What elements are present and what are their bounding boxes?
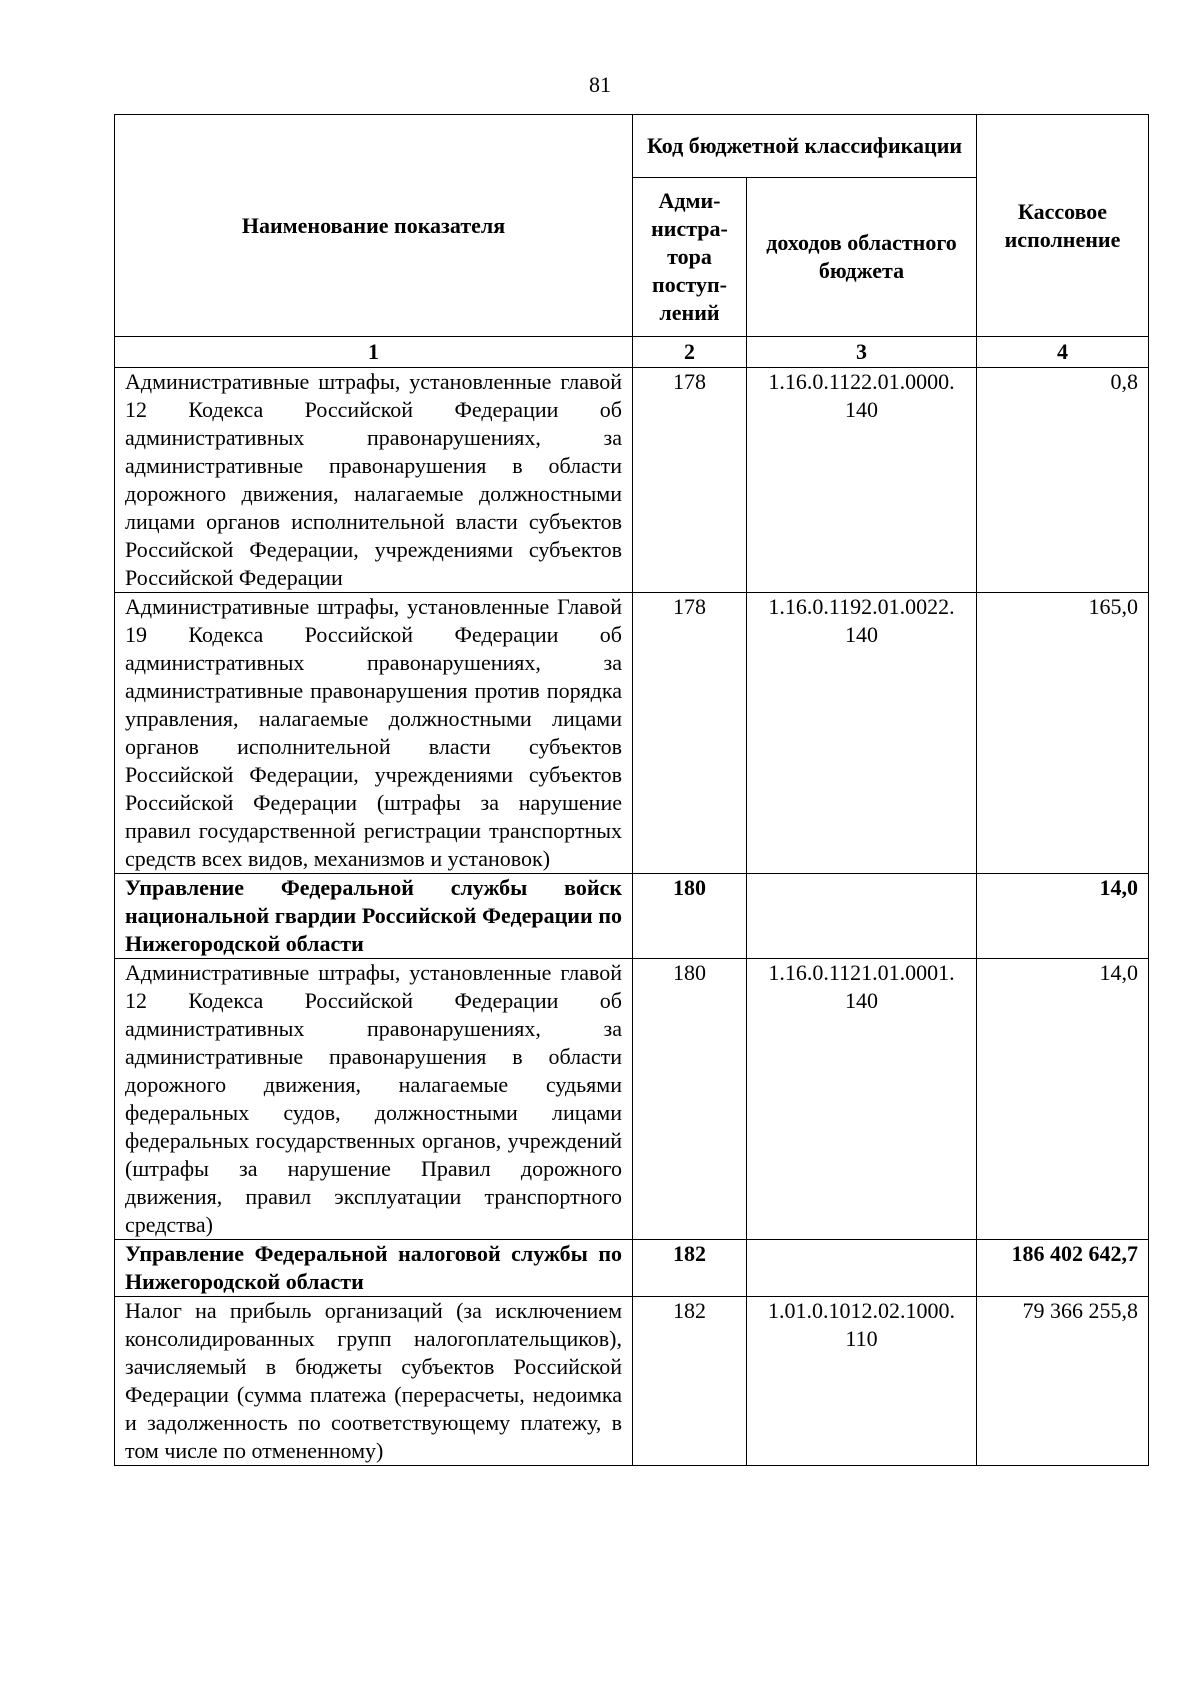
header-indicator-name: Наименование показателя: [115, 115, 633, 337]
table-row: [115, 368, 1149, 593]
row-income-code: 1.16.0.1122.01.0000. 140: [747, 368, 977, 593]
row-cash-execution: 14,0: [977, 874, 1149, 959]
row-name: Управление Федеральной налоговой службы по Нижегородской области: [115, 1240, 633, 1297]
table-row-section: [115, 1240, 1149, 1297]
header-income-code: доходов областного бюджета: [747, 178, 977, 337]
row-name: Административные штрафы, установленные Главой 19 Кодекса Российской Федерации об административных правонарушениях, за административные правонарушения против порядка управления, налагаемые должностными лицами органов исполнительной власти субъектов Российской Федерации, учреждениями субъектов Российской Федерации (штрафы за нарушение правил государственной регистрации транспортных средств всех видов, механизмов и установок): [115, 593, 633, 874]
column-number-2: 2: [633, 337, 747, 368]
row-cash-execution: 165,0: [977, 593, 1149, 874]
row-income-code: 1.16.0.1192.01.0022. 140: [747, 593, 977, 874]
row-cash-execution: 0,8: [977, 368, 1149, 593]
row-name: Управление Федеральной службы войск национальной гвардии Российской Федерации по Нижегородской области: [115, 874, 633, 959]
table-row-section: [115, 874, 1149, 959]
row-admin-code: 178: [633, 368, 747, 593]
row-name: Административные штрафы, установленные главой 12 Кодекса Российской Федерации об административных правонарушениях, за административные правонарушения в области дорожного движения, налагаемые судьями федеральных судов, должностными лицами федеральных государственных органов, учреждений (штрафы за нарушение Правил дорожного движения, правил эксплуатации транспортного средства): [115, 959, 633, 1240]
row-income-code: [747, 874, 977, 959]
row-income-code: 1.16.0.1121.01.0001. 140: [747, 959, 977, 1240]
budget-table: [114, 114, 1149, 1466]
header-code-group: Код бюджетной классификации: [633, 115, 977, 178]
row-admin-code: 178: [633, 593, 747, 874]
row-income-code: 1.01.0.1012.02.1000. 110: [747, 1297, 977, 1466]
row-admin-code: 180: [633, 874, 747, 959]
row-admin-code: 182: [633, 1297, 747, 1466]
row-income-code: [747, 1240, 977, 1297]
header-administrator: Адми-нистра-тора поступ-лений: [633, 178, 747, 337]
row-admin-code: 180: [633, 959, 747, 1240]
column-number-4: 4: [977, 337, 1149, 368]
header-cash-execution: Кассовое исполнение: [977, 115, 1149, 337]
table-row: [115, 1297, 1149, 1466]
row-cash-execution: 79 366 255,8: [977, 1297, 1149, 1466]
page-number: 81: [589, 72, 611, 97]
row-cash-execution: 186 402 642,7: [977, 1240, 1149, 1297]
row-cash-execution: 14,0: [977, 959, 1149, 1240]
row-name: Налог на прибыль организаций (за исключением консолидированных групп налогоплательщиков), зачисляемый в бюджеты субъектов Российской Федерации (сумма платежа (перерасчеты, недоимка и задолженность по соответствующему платежу, в том числе по отмененному): [115, 1297, 633, 1466]
row-admin-code: 182: [633, 1240, 747, 1297]
table-row: [115, 593, 1149, 874]
column-number-1: 1: [115, 337, 633, 368]
column-number-3: 3: [747, 337, 977, 368]
table-row: [115, 959, 1149, 1240]
row-name: Административные штрафы, установленные главой 12 Кодекса Российской Федерации об административных правонарушениях, за административные правонарушения в области дорожного движения, налагаемые должностными лицами органов исполнительной власти субъектов Российской Федерации, учреждениями субъектов Российской Федерации: [115, 368, 633, 593]
